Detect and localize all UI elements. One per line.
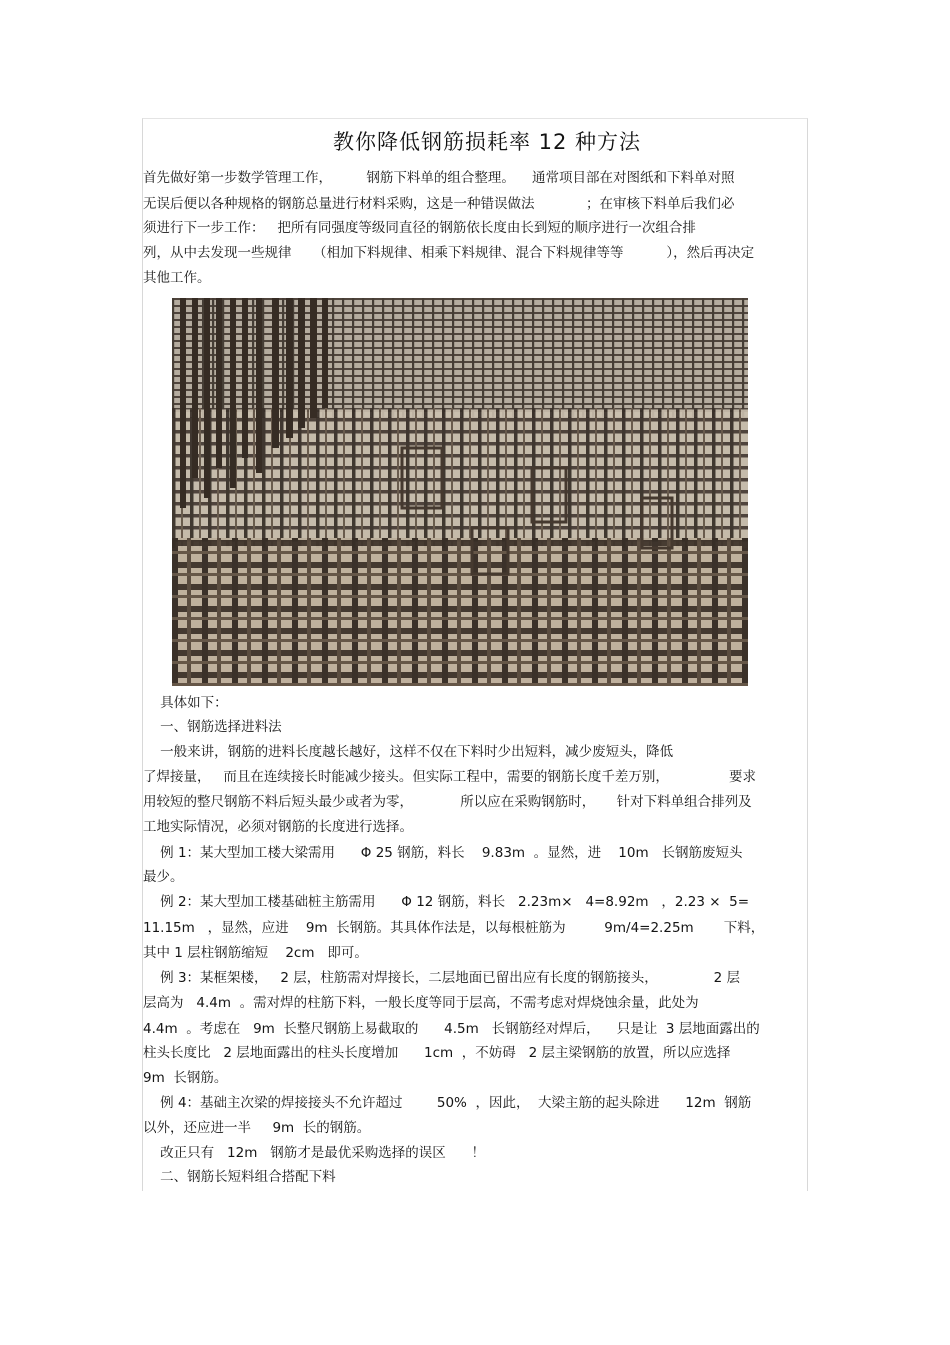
body-line: 工地实际情况，必须对钢筋的长度进行选择。	[143, 819, 413, 835]
example-line: 例 3：某框架楼， 2 层，柱筋需对焊接长，二层地面已留出应有长度的钢筋接头， 2 层	[143, 970, 740, 986]
page-title: 教你降低钢筋损耗率 12 种方法	[332, 130, 642, 154]
section-heading: 一、钢筋选择进料法	[143, 719, 282, 735]
body-line: 具体如下：	[143, 695, 228, 711]
example-line: 柱头长度比 2 层地面露出的柱头长度增加 1cm ，不妨碍 2 层主梁钢筋的放置，所以应选择	[143, 1045, 731, 1061]
intro-line: 其他工作。	[143, 270, 211, 286]
example-line: 9m 长钢筋。	[143, 1070, 228, 1086]
body-line: 了焊接量， 而且在连续接长时能减少接头。但实际工程中，需要的钢筋长度千差万别， 要求	[143, 769, 756, 785]
example-line: 例 2：某大型加工楼基础桩主筋需用 Φ 12 钢筋，料长 2.23m× 4=8.92m ，2.23 × 5=	[143, 894, 750, 910]
body-line: 用较短的整尺钢筋不料后短头最少或者为零， 所以应在采购钢筋时， 针对下料单组合排列及	[143, 794, 752, 810]
body-line: 改正只有 12m 钢筋才是最优采购选择的误区 ！	[143, 1145, 485, 1161]
example-line: 以外，还应进一半 9m 长的钢筋。	[143, 1120, 371, 1136]
example-line: 例 4：基础主次梁的焊接接头不允许超过 50% ，因此， 大梁主筋的起头除进 12m 钢筋	[143, 1095, 752, 1111]
example-line: 4.4m 。考虑在 9m 长整尺钢筋上易截取的 4.5m 长钢筋经对焊后， 只是让 3 层地面露出的	[143, 1021, 760, 1037]
intro-line: 须进行下一步工作： 把所有同强度等级同直径的钢筋依长度由长到短的顺序进行一次组合排	[143, 220, 696, 236]
example-line: 11.15m ，显然，应进 9m 长钢筋。其具体作法是，以每根桩筋为 9m/4=2.25m 下料，	[143, 920, 765, 936]
intro-line: 列，从中去发现一些规律 （相加下料规律、相乘下料规律、混合下料规律等等 ），然后再决定	[143, 245, 755, 261]
example-line: 层高为 4.4m 。需对焊的柱筋下料，一般长度等同于层高，不需考虑对焊烧蚀余量，此处为	[143, 995, 699, 1011]
intro-line: 无误后便以各种规格的钢筋总量进行材料采购，这是一种错误做法 ；在审核下料单后我们必	[143, 196, 735, 212]
body-line: 一般来讲，钢筋的进料长度越长越好，这样不仅在下料时少出短料，减少废短头，降低	[143, 744, 674, 760]
example-line: 最少。	[143, 869, 184, 885]
example-line: 其中 1 层柱钢筋缩短 2cm 即可。	[143, 945, 368, 961]
example-line: 例 1：某大型加工楼大梁需用 Φ 25 钢筋，料长 9.83m 。显然，进 10m 长钢筋废短头	[143, 845, 743, 861]
intro-line: 首先做好第一步数学管理工作， 钢筋下料单的组合整理。 通常项目部在对图纸和下料单对照	[143, 170, 735, 186]
rebar-mesh-photo	[172, 298, 748, 686]
section-heading: 二、钢筋长短料组合搭配下料	[143, 1169, 336, 1185]
